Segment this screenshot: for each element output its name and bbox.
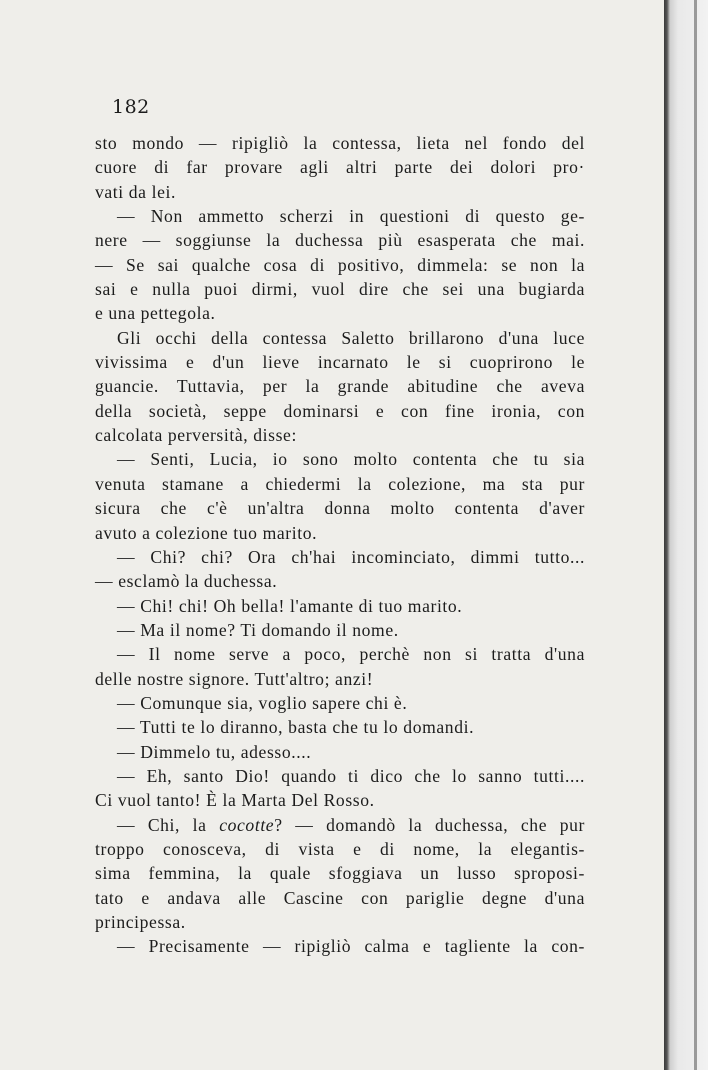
text-line: della società, seppe dominarsi e con fine ironia, con bbox=[95, 400, 585, 421]
text-line: cuore di far provare agli altri parte dei dolori pro· bbox=[95, 157, 585, 178]
text-line: — Tutti te lo diranno, basta che tu lo domandi. bbox=[117, 717, 475, 738]
text-line: — Dimmelo tu, adesso.... bbox=[117, 741, 312, 762]
text-line: venuta stamane a chiedermi la colezione, ma sta pur bbox=[95, 473, 585, 494]
text-line: sima femmina, la quale sfoggiava un lusso sproposi- bbox=[95, 863, 585, 884]
text-line: delle nostre signore. Tutt'altro; anzi! bbox=[95, 668, 374, 689]
text-line: — Eh, santo Dio! quando ti dico che lo sanno tutti.... bbox=[117, 765, 585, 786]
text-line: — esclamò la duchessa. bbox=[95, 571, 278, 592]
text-line: nere — soggiunse la duchessa più esasperata che mai. bbox=[95, 230, 585, 251]
text-line: Ci vuol tanto! È la Marta Del Rosso. bbox=[95, 790, 375, 811]
text-line: — Ma il nome? Ti domando il nome. bbox=[117, 619, 399, 640]
text-line: tato e andava alle Cascine con pariglie degne d'una bbox=[95, 887, 585, 908]
text-line: sai e nulla puoi dirmi, vuol dire che sei una bugiarda bbox=[95, 279, 585, 300]
text-line: — Chi! chi! Oh bella! l'amante di tuo marito. bbox=[117, 595, 463, 616]
text-line: avuto a colezione tuo marito. bbox=[95, 522, 318, 543]
text-line: vivissima e d'un lieve incarnato le si cuoprirono le bbox=[95, 352, 585, 373]
text-line: — Il nome serve a poco, perchè non si tratta d'una bbox=[117, 644, 585, 665]
text-line: — Senti, Lucia, io sono molto contenta che tu sia bbox=[117, 449, 585, 470]
text-line: — Comunque sia, voglio sapere chi è. bbox=[117, 692, 408, 713]
text-line: calcolata perversità, disse: bbox=[95, 425, 297, 446]
text-line: troppo conosceva, di vista e di nome, la elegantis- bbox=[95, 838, 585, 859]
text-line: — Se sai qualche cosa di positivo, dimmela: se non la bbox=[95, 254, 585, 275]
text-line: sicura che c'è un'altra donna molto contenta d'aver bbox=[95, 498, 585, 519]
text-line: — Precisamente — ripigliò calma e tagliente la con- bbox=[117, 936, 585, 957]
text-line: Gli occhi della contessa Saletto brillarono d'una luce bbox=[117, 327, 585, 348]
text-line: — Non ammetto scherzi in questioni di questo ge- bbox=[117, 206, 585, 227]
text-line: e una pettegola. bbox=[95, 303, 216, 324]
body-text bbox=[95, 131, 585, 959]
text-line: — Chi? chi? Ora ch'hai incominciato, dimmi tutto... bbox=[117, 546, 585, 567]
page-number: 182 bbox=[112, 96, 150, 118]
text-line: sto mondo — ripigliò la contessa, lieta nel fondo del bbox=[95, 133, 585, 153]
text-line: vati da lei. bbox=[95, 181, 176, 202]
page-binding-edge bbox=[664, 0, 708, 1070]
text-line: — Chi, la cocotte? — domandò la duchessa, che pur bbox=[117, 814, 585, 835]
text-line: guancie. Tuttavia, per la grande abitudine che aveva bbox=[95, 376, 585, 397]
text-line: principessa. bbox=[95, 912, 186, 932]
